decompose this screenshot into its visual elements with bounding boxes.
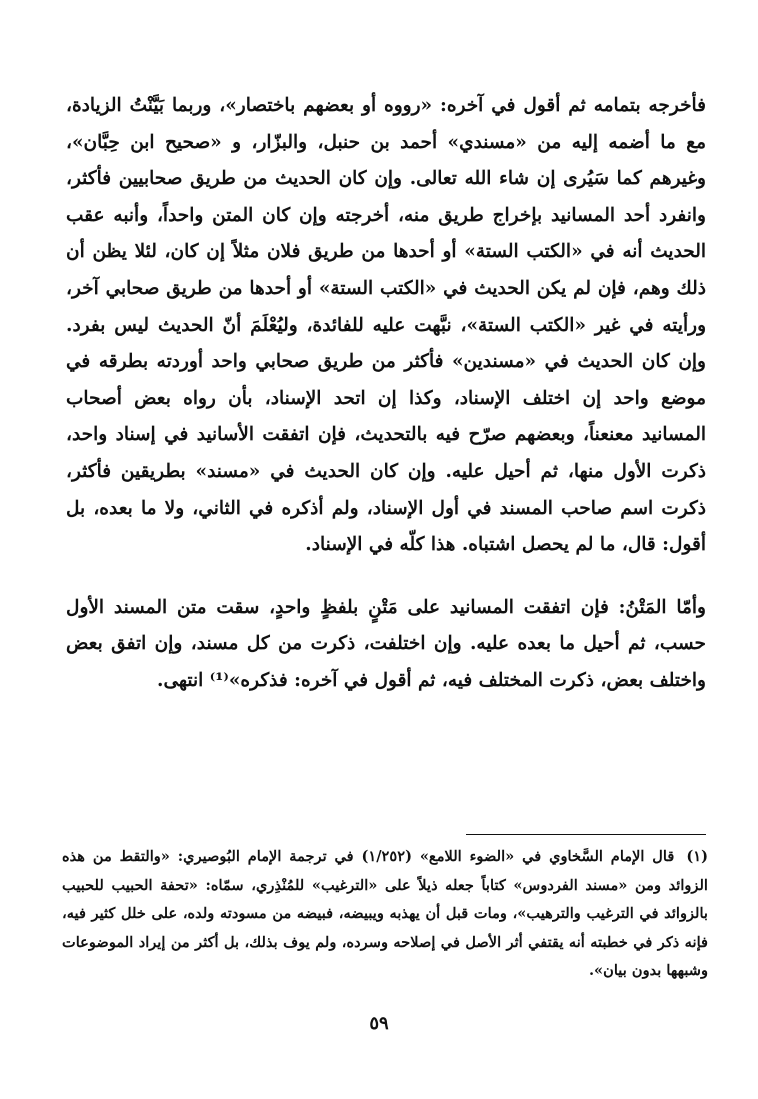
body-paragraph-1: فأخرجه بتمامه ثم أقول في آخره: «رووه أو بعضهم باختصار»، وربما بَيَّنْتُ الزيادة، مع ما أضمه إليه من «مسندي» أحمد بن حنبل، والبزّار، و «صحيح ابن حِبَّان»، وغيرهم كما سَيُرى إن شاء الله تعالى. وإن كان الحديث من طريق صحابيين فأكثر، وانفرد أحد المسانيد بإخراج طريق منه، أخرجته وإن كان المتن واحداً، وأنبه عقب الحديث أنه في «الكتب الستة» أو أحدها من طريق فلان مثلاً إن كان، لئلا يظن أن ذلك وهم، فإن لم يكن الحديث في «الكتب الستة» أو أحدها من طريق صحابي آخر، ورأيته في غير «الكتب الستة»، نبَّهت عليه للفائدة، وليُعْلَمَ أنّ الحديث ليس بفرد. وإن كان الحديث في «مسندين» فأكثر من طريق صحابي واحد أوردته بطرقه في موضع واحد إن اختلف الإسناد، وكذا إن اتحد الإسناد، بأن رواه بعض أصحاب المسانيد معنعناً، وبعضهم صرّح فيه بالتحديث، فإن اتفقت الأسانيد في إسناد واحد، ذكرت الأول منها، ثم أحيل عليه. وإن كان الحديث في «مسند» بطريقين فأكثر، ذكرت اسم صاحب المسند في أول الإسناد، ولم أذكره في الثاني، ولا ما بعده، بل أقول: قال، ما لم يحصل اشتباه. هذا كلّه في الإسناد. [66, 95, 706, 556]
footnote-text: قال الإمام السَّخاوي في «الضوء اللامع» (١/٢٥٢) في ترجمة الإمام البُوصيري: «والتقط من هذه الزوائد ومن «مسند الفردوس» كتاباً جعله ذيلاً على «الترغيب» للمُنْذِري، سمّاه: «تحفة الحبيب للحبيب بالزوائد في الترغيب والترهيب»، ومات قبل أن يهذبه ويبيضه، فبيضه من مسودته ولده، على خلل كثير فيه، فإنه ذكر في خطبته أنه يقتفي أثر الأصل في إصلاحه وسرده، ولم يوف بذلك، بل أكثر من إيراد الموضوعات وشبهها بدون بيان». [62, 848, 708, 979]
body-paragraph-2: وأمّا المَتْنُ: فإن اتفقت المسانيد على مَتْنٍ بلفظٍ واحدٍ، سقت متن المسند الأول حسب، ثم أحيل ما بعده عليه. وإن اختلفت، ذكرت من كل مسند، وإن اتفق بعض واختلف بعض، ذكرت المختلف فيه، ثم أقول في آخره: فذكره»⁽¹⁾ انتهى. [66, 596, 706, 691]
footnotes [62, 843, 708, 986]
footnote-1 [62, 843, 708, 986]
footnote-marker: (١) [686, 848, 708, 865]
main-text [66, 88, 706, 700]
footnote-separator [466, 834, 706, 835]
page-number: ٥٩ [369, 1013, 389, 1034]
